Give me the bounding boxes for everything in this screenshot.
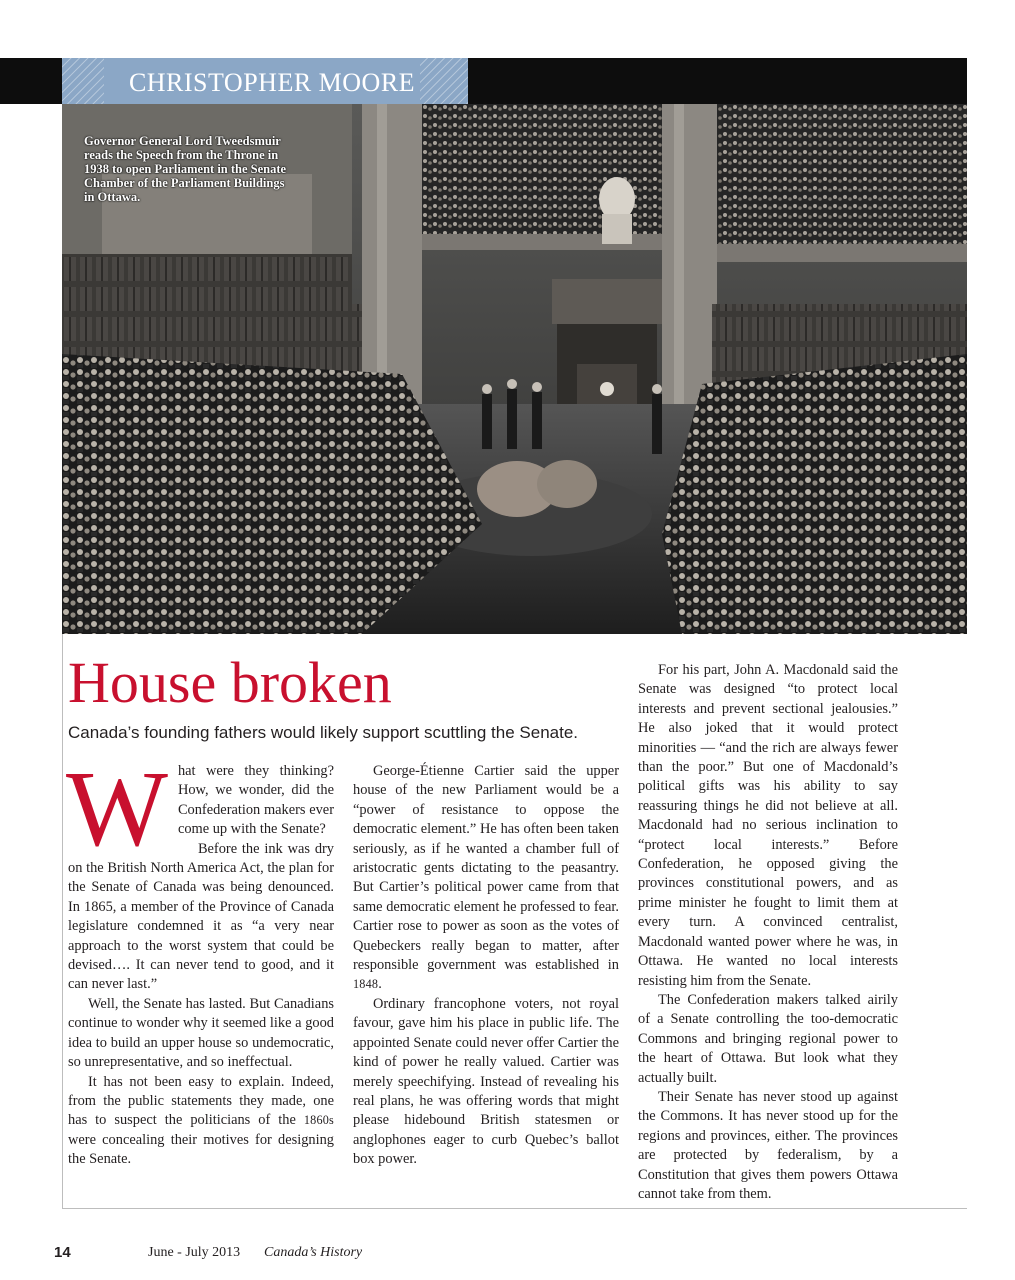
issue-date: June - July 2013 (148, 1245, 241, 1260)
paragraph-1 (66, 750, 334, 869)
paragraph-9: Their Senate has never stood up against the Commons. It has never stood up for the regions and provinces, either. The provinces are protected by federalism, by a Constitution that gives them powers Ottawa cannot take from them. (638, 1088, 898, 1202)
article-dek: Canada’s founding fathers would likely support scuttling the Senate. (68, 723, 579, 742)
paragraph-4-text-a: It has not been easy to explain. Indeed, from the public statements they made, one has to suspect the politicians of the (68, 1073, 334, 1129)
paragraph-4-text-b: were concealing their motives for designing the Senate. (68, 1131, 334, 1168)
author-tab (62, 58, 468, 104)
footer-rule (62, 1208, 967, 1209)
drop-cap: W (66, 750, 168, 869)
left-rule (62, 634, 63, 1209)
article-column-2 (353, 762, 619, 1170)
paragraph-5-end: . (378, 976, 382, 993)
article-column-1 (66, 750, 334, 1170)
author-name: CHRISTOPHER MOORE (128, 68, 416, 97)
decade-text: 1860s (303, 1113, 334, 1128)
paragraph-4 (68, 1073, 334, 1170)
paragraph-8: The Confederation makers talked airily of a Senate controlling the too-democratic Commons and bringing regional power to the heart of Ottawa. But look what they actually built. (638, 991, 898, 1086)
photo-credit: LIBRARY AND ARCHIVES CANADA (1008, 607, 1015, 730)
paragraph-1-text: hat were they thinking? How, we wonder, did the Confederation makers ever come up with the Senate? (177, 763, 334, 838)
paragraph-5 (353, 762, 619, 995)
photo-caption: Governor General Lord Tweedsmuir reads the Speech from the Throne in 1938 to open Parliament in the Senate Chamber of the Parliament Buildings in Ottawa. (84, 134, 287, 204)
magazine-title: Canada’s History (264, 1245, 363, 1260)
article-headline: House broken (68, 650, 392, 715)
paragraph-6: Ordinary francophone voters, not royal favour, gave him his place in public life. The appointed Senate could never offer Cartier the kind of power he really valued. Cartier was merely speechifying. Instead of revealing his real plans, he was offering words that might please hidebound British statesmen or anglophones eager to curb Quebec’s ballot box power. (353, 995, 619, 1168)
year-text: 1848 (353, 977, 379, 992)
paragraph-2: Before the ink was dry on the British North America Act, the plan for the Senate of Canada was being denounced. In 1865, a member of the Province of Canada legislature condemned it as “a very near approach to the worst system that could be devised…. It can never tend to good, and it can never last.” (68, 840, 334, 993)
page-number: 14 (54, 1244, 71, 1261)
paragraph-3: Well, the Senate has lasted. But Canadians continue to wonder why it seemed like a good idea to build an upper house so undemocratic, so unrepresentative, and so ineffectual. (68, 995, 334, 1071)
paragraph-5-text: George-Étienne Cartier said the upper house of the new Parliament would be a “power of resistance to oppose the democratic element.” He has often been taken seriously, as if he wanted a chamber full of aristocratic gents dictating to the peasantry. But Cartier’s political power came from that same democratic element he professed to fear. Cartier rose to power as soon as the votes of Quebeckers really began to matter, after responsible government was established in (353, 763, 619, 974)
paragraph-7: For his part, John A. Macdonald said the Senate was designed “to protect local interests and prevent sectional jealousies.” He also joked that it would protect minorities — “and the rich are always fewer than the poor.” But one of Macdonald’s political gifts was his ability to say reassuring things he did not believe at all. Macdonald had no serious inclination to “protect local interests.” Before Confederation, he opposed giving the provinces constitutional powers, and as prime minister he fought to limit them at every turn. A convinced centralist, Macdonald wanted power where he was, in Ottawa. He wanted no local interests resisting him from the Senate. (638, 662, 898, 989)
article-column-3 (638, 661, 898, 1204)
